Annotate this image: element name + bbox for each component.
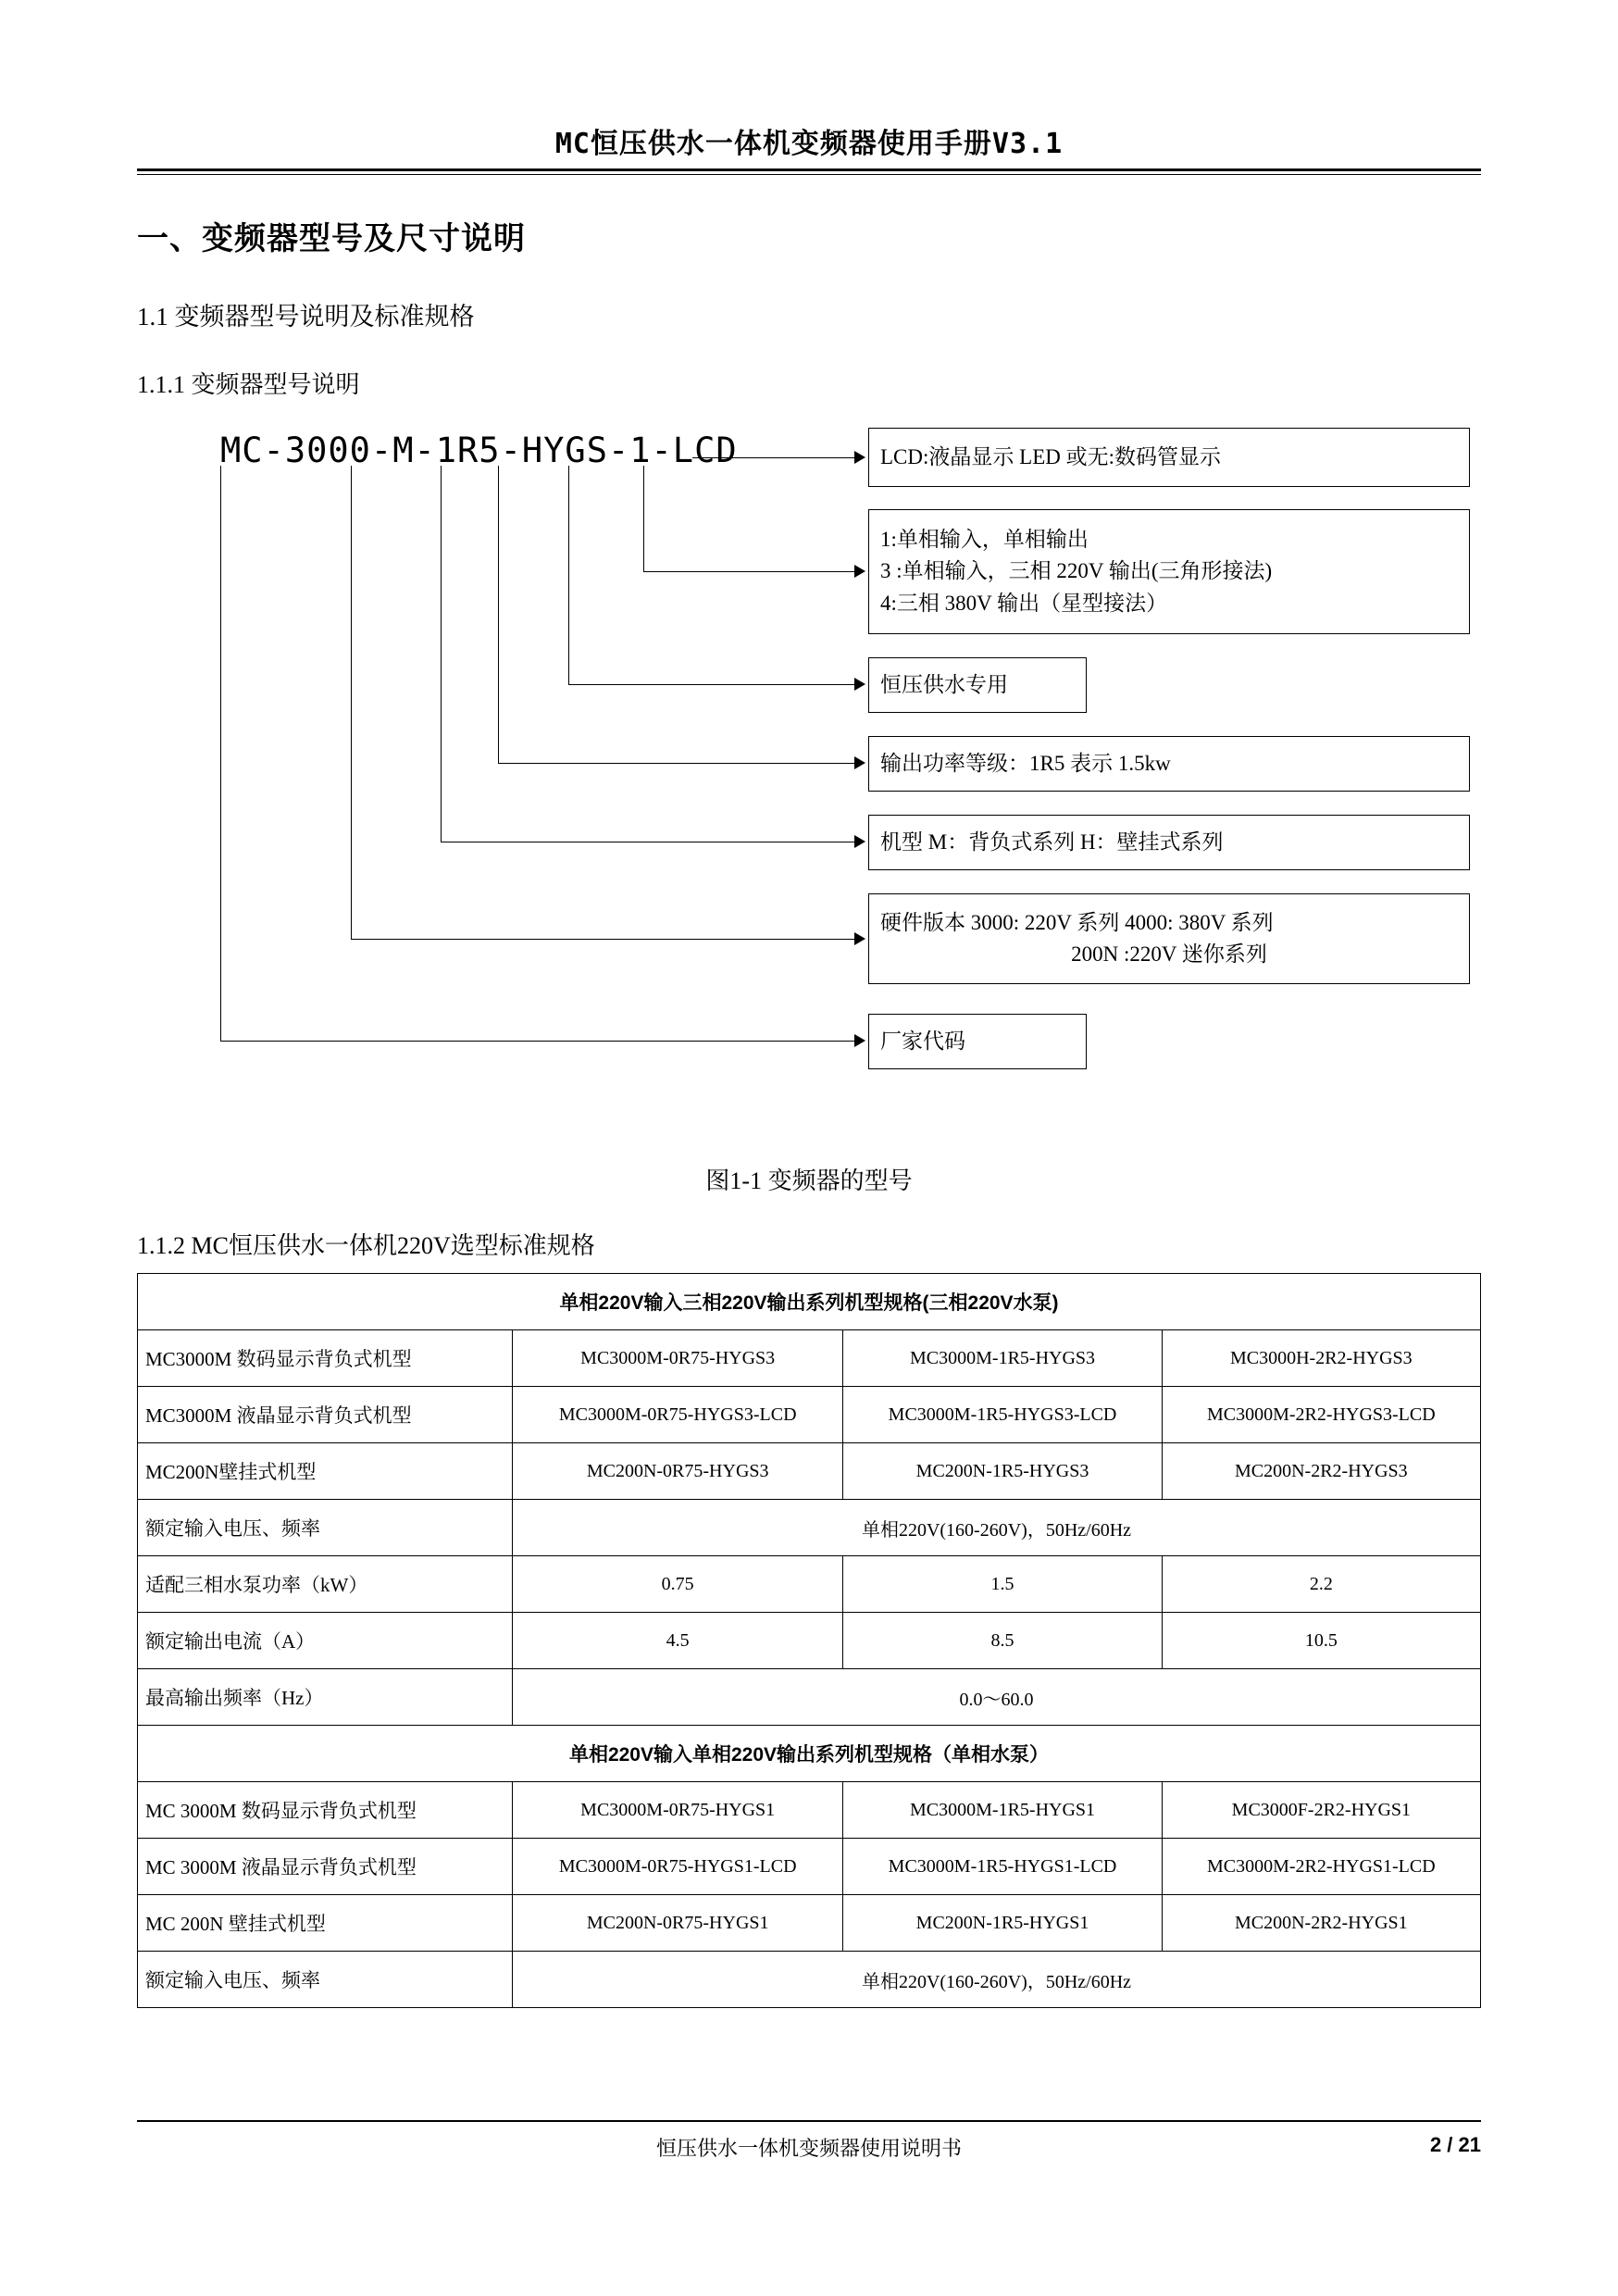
table-row [138,1330,1481,1387]
leader-arrow [854,1034,865,1047]
table-row [138,1952,1481,2008]
callout-line: 200N :220V 迷你系列 [1071,942,1267,966]
table-cell: MC3000M-2R2-HYGS1-LCD [1162,1839,1480,1895]
table-row [138,1443,1481,1500]
leader-line [441,466,442,842]
leader-line [498,763,854,764]
table-cell: MC200N-1R5-HYGS3 [843,1443,1162,1500]
table-cell: MC200N-2R2-HYGS1 [1162,1895,1480,1952]
leader-arrow [854,451,865,464]
leader-line [568,466,569,685]
model-code-diagram [137,421,1481,1162]
section-title-three-phase: 单相220V输入三相220V输出系列机型规格(三相220V水泵) [138,1274,1481,1330]
page-number: 2 / 21 [1429,2133,1481,2156]
table-row [138,1613,1481,1669]
table-row [138,1556,1481,1613]
table-cell: MC3000M-2R2-HYGS3-LCD [1162,1387,1480,1443]
leader-arrow [854,756,865,769]
callout-line: 4:三相 380V 输出（星型接法） [880,591,1168,615]
section-title-single-phase: 单相220V输入单相220V输出系列机型规格（单相水泵） [138,1726,1481,1782]
callout-line: 机型 M：背负式系列 H：壁挂式系列 [880,830,1224,854]
table-row [138,1669,1481,1726]
leader-arrow [854,932,865,945]
callout-box-power-rating [868,736,1470,792]
table-row [138,1839,1481,1895]
row-label: MC3000M 液晶显示背负式机型 [138,1387,513,1443]
specification-table [137,1273,1481,2008]
table-cell: 单相220V(160-260V)，50Hz/60Hz [513,1952,1481,2008]
row-label: MC 3000M 数码显示背负式机型 [138,1782,513,1839]
section-heading-1-1-2: 1.1.2 MC恒压供水一体机220V选型标准规格 [137,1232,595,1259]
row-label: MC3000M 数码显示背负式机型 [138,1330,513,1387]
table-cell: 0.75 [513,1556,843,1613]
section-heading-1-1: 1.1 变频器型号说明及标准规格 [137,303,475,331]
row-label: 额定输入电压、频率 [138,1500,513,1556]
table-cell: 单相220V(160-260V)，50Hz/60Hz [513,1500,1481,1556]
section-heading-1: 一、变频器型号及尺寸说明 [137,221,526,256]
table-cell: MC3000M-0R75-HYGS1-LCD [513,1839,843,1895]
leader-arrow [854,678,865,691]
table-cell: 10.5 [1162,1613,1480,1669]
table-cell: 4.5 [513,1613,843,1669]
row-label: 额定输出电流（A） [138,1613,513,1669]
header-title: MC恒压供水一体机变频器使用手册V3.1 [554,128,1064,160]
table-section-header-row [138,1726,1481,1782]
callout-line: 3 :单相输入，三相 220V 输出(三角形接法) [880,559,1273,583]
table-cell: MC3000M-1R5-HYGS3 [843,1330,1162,1387]
page-footer [137,2120,1481,2162]
row-label: MC 200N 壁挂式机型 [138,1895,513,1952]
row-label: 适配三相水泵功率（kW） [138,1556,513,1613]
table-cell: MC3000M-0R75-HYGS1 [513,1782,843,1839]
row-label: 额定输入电压、频率 [138,1952,513,2008]
header-divider [137,168,1481,175]
leader-line [498,466,499,764]
leader-arrow [854,835,865,848]
callout-box-machine-type [868,815,1470,870]
table-cell: MC3000M-0R75-HYGS3-LCD [513,1387,843,1443]
table-cell: MC3000M-1R5-HYGS1-LCD [843,1839,1162,1895]
row-label: MC200N壁挂式机型 [138,1443,513,1500]
callout-line: LCD:液晶显示 LED 或无:数码管显示 [880,444,1221,468]
section-heading-1-1-1: 1.1.1 变频器型号说明 [137,371,360,398]
model-code-string: MC-3000-M-1R5-HYGS-1-LCD [220,430,738,470]
leader-arrow [854,565,865,578]
callout-box-display [868,428,1470,487]
leader-line [692,457,854,458]
leader-line [643,466,644,572]
leader-line [643,571,854,572]
table-cell: MC3000M-1R5-HYGS1 [843,1782,1162,1839]
table-cell: 0.0～60.0 [513,1669,1481,1726]
figure-caption: 图1-1 变频器的型号 [705,1167,913,1194]
table-row [138,1782,1481,1839]
leader-line [220,466,221,1042]
table-row [138,1895,1481,1952]
table-cell: 1.5 [843,1556,1162,1613]
footer-divider [137,2120,1481,2122]
table-cell: 8.5 [843,1613,1162,1669]
callout-line: 厂家代码 [880,1029,965,1053]
footer-text: 恒压供水一体机变频器使用说明书 [655,2137,962,2160]
table-cell: MC3000M-1R5-HYGS3-LCD [843,1387,1162,1443]
table-cell: MC3000F-2R2-HYGS1 [1162,1782,1480,1839]
callout-box-hardware-version [868,893,1470,984]
leader-line [351,466,352,940]
table-cell: MC3000H-2R2-HYGS3 [1162,1330,1480,1387]
table-cell: MC200N-0R75-HYGS1 [513,1895,843,1952]
page-header [137,120,1481,175]
row-label: 最高输出频率（Hz） [138,1669,513,1726]
leader-line [351,939,854,940]
callout-line: 1:单相输入，单相输出 [880,527,1089,551]
callout-line: 硬件版本 3000: 220V 系列 4000: 380V 系列 [880,910,1274,934]
row-label: MC 3000M 液晶显示背负式机型 [138,1839,513,1895]
leader-line [568,684,854,685]
table-cell: MC200N-1R5-HYGS1 [843,1895,1162,1952]
footer-content [137,2133,1481,2162]
callout-box-application [868,657,1087,713]
callout-box-manufacturer-code [868,1014,1087,1069]
leader-line [220,1041,854,1042]
callout-line: 输出功率等级：1R5 表示 1.5kw [880,751,1171,775]
callout-box-phase [868,509,1470,634]
table-cell: MC3000M-0R75-HYGS3 [513,1330,843,1387]
table-row [138,1387,1481,1443]
table-cell: MC200N-2R2-HYGS3 [1162,1443,1480,1500]
table-cell: MC200N-0R75-HYGS3 [513,1443,843,1500]
callout-line: 恒压供水专用 [880,672,1008,696]
table-section-header-row [138,1274,1481,1330]
table-row [138,1500,1481,1556]
table-cell: 2.2 [1162,1556,1480,1613]
